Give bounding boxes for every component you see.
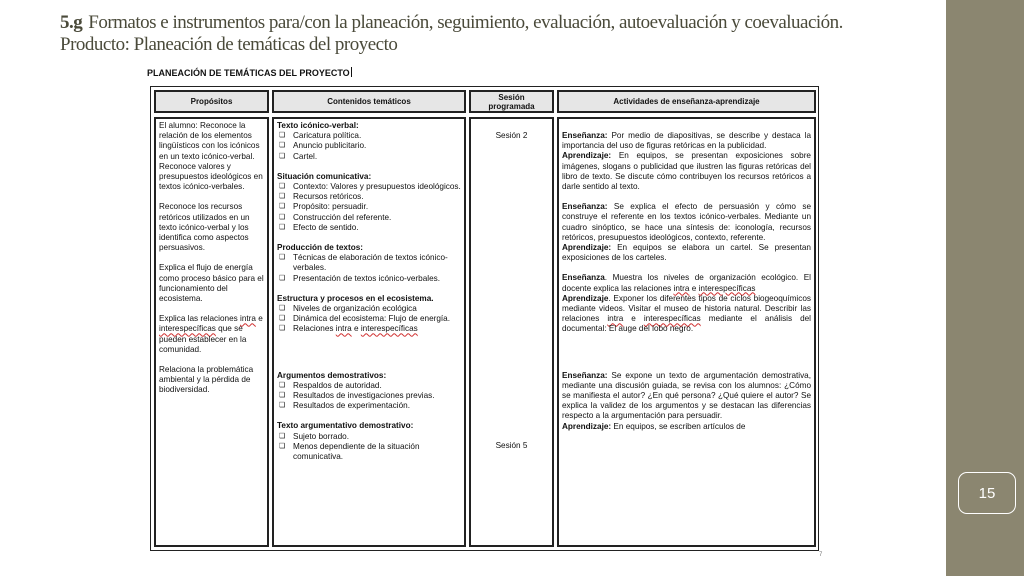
actividad-text: Se explica el efecto de persuasión y cómo se construye el referente en los textos icónico-verbales. Mediante un cuadro sinóptico, se hace una síntesis de: iconología, recursos retóricos, presupuestos ideológicos, contexto, referente.	[562, 202, 811, 242]
proposito-4: Explica el flujo de energía como proceso básico para el funcionamiento del ecosistema.	[159, 263, 264, 304]
list-item: ❏ Recursos retóricos.	[277, 192, 461, 202]
proposito-5-end: que se pueden establecer en la comunidad.	[159, 324, 247, 354]
contenido-list-6	[277, 432, 461, 463]
actividad-4	[562, 243, 811, 263]
label-ensenanza: Enseñanza:	[562, 202, 608, 212]
column-sesion	[469, 117, 554, 547]
contenido-title-2: Situación comunicativa:	[277, 171, 372, 181]
list-item: ❏ Técnicas de elaboración de textos icónico-verbales.	[277, 253, 461, 273]
contenido-list-1	[277, 131, 461, 162]
list-item: ❏ Efecto de sentido.	[277, 223, 461, 233]
contenido-title-3: Producción de textos:	[277, 243, 363, 253]
list-item: ❏ Respaldos de autoridad.	[277, 381, 461, 391]
label-aprendizaje: Aprendizaje	[562, 293, 609, 303]
spell-intra: intra	[335, 324, 352, 334]
document-heading	[147, 67, 352, 78]
header-sesion-line2: programada	[488, 101, 535, 111]
text-cursor	[351, 67, 352, 77]
contenido-title-1: Texto icónico-verbal:	[277, 121, 359, 130]
list-item	[277, 324, 461, 334]
list-item: ❏ Menos dependiente de la situación comunicativa.	[277, 442, 461, 462]
slide-title-number: 5.g	[60, 12, 83, 33]
proposito-5	[159, 314, 264, 355]
label-ensenanza: Enseñanza	[562, 273, 605, 283]
proposito-6: Relaciona la problemática ambiental y la pérdida de biodiversidad.	[159, 365, 254, 395]
contenido-list-4	[277, 304, 461, 335]
proposito-1: El alumno: Reconoce la relación de los elementos lingüísticos con los icónicos en un texto icónico-verbal.	[159, 121, 260, 161]
list-item: ❏ Presentación de textos icónico-verbales.	[277, 274, 461, 284]
conjunction: e	[258, 314, 263, 324]
header-sesion	[469, 90, 554, 113]
list-item: ❏ Propósito: persuadir.	[277, 202, 461, 212]
list-item: ❏ Caricatura política.	[277, 131, 461, 141]
corner-mark: 7	[819, 552, 823, 558]
slide-subtitle: Producto: Planeación de temáticas del proyecto	[60, 34, 398, 55]
planning-table	[150, 86, 819, 551]
slide-title	[60, 12, 940, 56]
actividad-text: mediante el análisis del documental: El auge del lobo negro.	[562, 314, 811, 334]
actividad-1	[562, 131, 811, 151]
label-aprendizaje: Aprendizaje:	[562, 243, 612, 253]
document-heading-text: PLANEACIÓN DE TEMÁTICAS DEL PROYECTO	[147, 68, 350, 78]
spell-intra: intra	[607, 314, 624, 324]
list-item: ❏ Sujeto borrado.	[277, 432, 461, 442]
list-item: ❏ Niveles de organización ecológica	[277, 304, 461, 314]
label-aprendizaje: Aprendizaje:	[562, 151, 612, 161]
conjunction: e	[691, 283, 697, 293]
relaciones-text: Relaciones	[293, 324, 334, 334]
actividad-text: . Muestra los niveles de organización ecológico. El docente explica las relaciones	[562, 273, 811, 293]
spell-interespecificas: interespecíficas	[643, 314, 701, 324]
actividad-text: En equipos, se presentan exposiciones sobre imágenes, slogans o publicidad que ilustren las figuras retóricas del libro de texto. Se discute cómo contribuyen los recursos retóricos a darle sentido al texto.	[562, 151, 811, 192]
actividad-7	[562, 371, 811, 422]
list-item: ❏ Construcción del referente.	[277, 213, 461, 223]
contenido-title-6: Texto argumentativo demostrativo:	[277, 421, 414, 431]
actividad-6	[562, 294, 811, 335]
list-item: ❏ Cartel.	[277, 152, 461, 162]
spell-intra: intra	[240, 314, 256, 324]
actividad-text: . Exponer los diferentes tipos de ciclos biogeoquímicos mediante videos. Visitar el museo de historia natural. Describir las relaciones	[562, 293, 811, 324]
contenido-list-5	[277, 381, 461, 412]
proposito-2: Reconoce valores y presupuestos ideológicos en textos icónico-verbales.	[159, 161, 263, 192]
contenido-list-3	[277, 253, 461, 284]
list-item: ❏ Resultados de investigaciones previas.	[277, 391, 461, 401]
list-item: ❏ Dinámica del ecosistema: Flujo de energía.	[277, 314, 461, 324]
contenido-title-4: Estructura y procesos en el ecosistema.	[277, 293, 434, 303]
list-item: ❏ Anuncio publicitario.	[277, 141, 461, 151]
actividad-5	[562, 273, 811, 293]
label-aprendizaje: Aprendizaje:	[562, 421, 612, 431]
proposito-5-start: Explica las relaciones	[159, 314, 238, 324]
header-sesion-line1: Sesión	[498, 92, 525, 102]
list-item: ❏ Resultados de experimentación.	[277, 401, 461, 411]
actividad-text: En equipos se elabora un cartel. Se presentan exposiciones de los carteles.	[562, 243, 811, 263]
slide-title-text: Formatos e instrumentos para/con la planeación, seguimiento, evaluación, autoevaluación y coevaluación.	[88, 12, 843, 33]
actividad-text: En equipos, se escriben artículos de	[613, 421, 746, 431]
spell-interespecificas: interespecíficas	[159, 324, 216, 334]
header-propositos: Propósitos	[154, 90, 269, 113]
actividad-2	[562, 151, 811, 192]
spell-interespecificas: interespecíficas	[360, 324, 418, 334]
column-actividades	[557, 117, 816, 547]
conjunction: e	[631, 314, 636, 324]
label-ensenanza: Enseñanza:	[562, 131, 608, 140]
spell-interespecificas: interespecíficas	[698, 283, 756, 293]
conjunction: e	[354, 324, 359, 334]
sesion-2: Sesión 5	[495, 441, 528, 451]
column-contenidos	[272, 117, 466, 547]
actividad-8	[562, 422, 811, 432]
contenido-list-2	[277, 182, 461, 233]
header-actividades: Actividades de enseñanza-aprendizaje	[557, 90, 816, 113]
sesion-1: Sesión 2	[495, 131, 528, 140]
header-contenidos: Contenidos temáticos	[272, 90, 466, 113]
actividad-3	[562, 202, 811, 243]
column-propositos	[154, 117, 269, 547]
list-item: ❏ Contexto: Valores y presupuestos ideológicos.	[277, 182, 461, 192]
actividad-text: Por medio de diapositivas, se describe y destaca la importancia del uso de figuras retóricas en la publicidad.	[562, 131, 811, 151]
actividad-text: Se expone un texto de argumentación demostrativa, mediante una discusión guiada, se revisa con los alumnos: ¿Cómo se manifiesta el autor? ¿En qué persona? ¿Qué quiere el autor? Se explica la validez de los argumentos y se destacan las diferencias respecto a la argumentación para persuadir.	[562, 370, 812, 421]
spell-intra: intra	[673, 283, 690, 293]
contenido-title-5: Argumentos demostrativos:	[277, 370, 387, 380]
label-ensenanza: Enseñanza:	[562, 370, 608, 380]
slide-title-line1	[60, 12, 940, 34]
page-number-badge: 15	[958, 472, 1016, 514]
proposito-3: Reconoce los recursos retóricos utilizados en un texto icónico-verbal y los identifica como aspectos persuasivos.	[159, 202, 250, 253]
